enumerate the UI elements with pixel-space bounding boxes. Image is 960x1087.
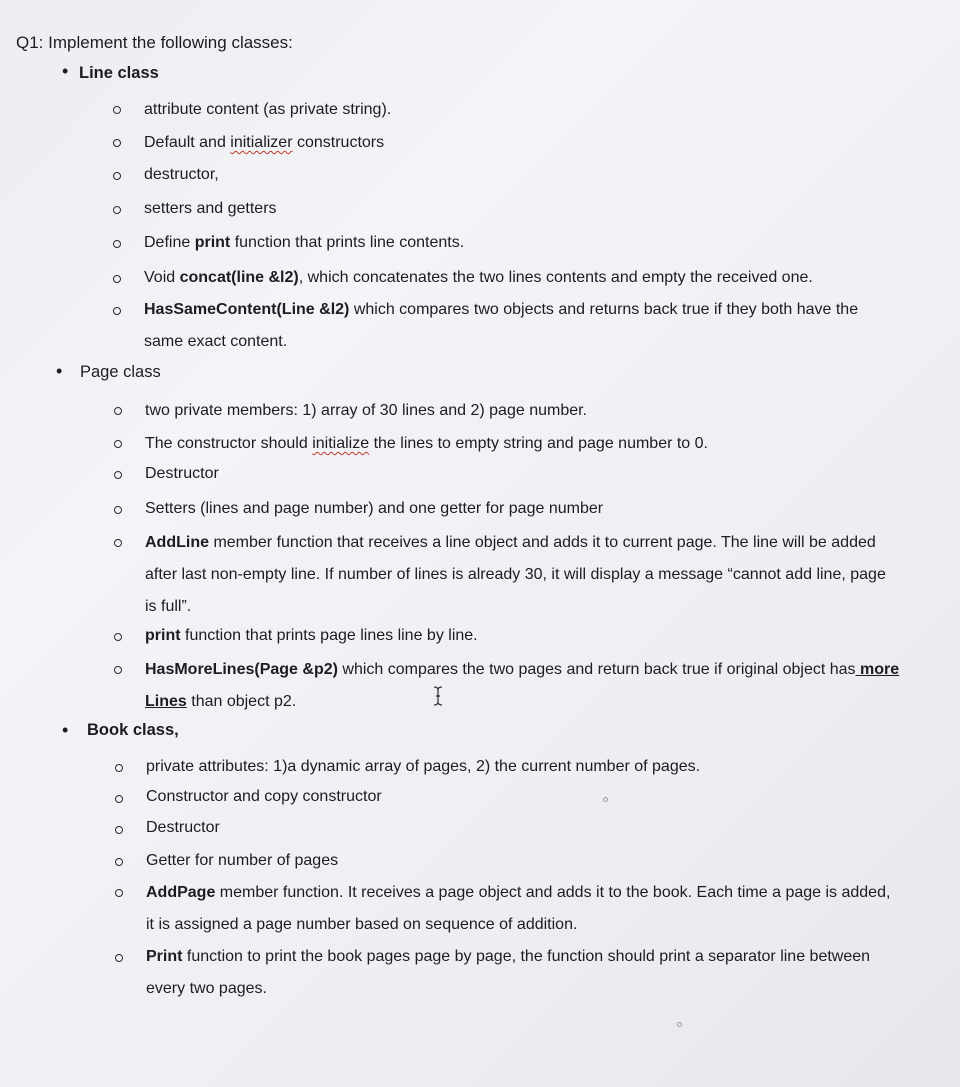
item-text: private attributes: 1)a dynamic array of pages, 2) the current number of pages. (146, 758, 701, 775)
item-text: the lines to empty string and page number to 0. (369, 435, 708, 452)
circle-bullet-icon (113, 275, 121, 283)
question-title: Q1: Implement the following classes: (16, 33, 293, 52)
item-keyword: Print (146, 948, 183, 965)
item-text: member function. It receives a page object and adds it to the book. Each time a page is added, it is assigned a page number based on sequence of addition. (146, 884, 891, 933)
item-text: , which concatenates the two lines contents and empty the received one. (298, 269, 813, 286)
circle-bullet-icon (114, 471, 122, 479)
item-text: function that prints page lines line by line. (180, 627, 478, 644)
underlined-text: more Lines (145, 661, 900, 710)
item-text: setters and getters (144, 200, 277, 217)
stray-dot (603, 797, 608, 802)
circle-bullet-icon (114, 506, 122, 514)
item-keyword: AddLine (145, 534, 209, 551)
section-bullet: • (56, 361, 63, 381)
item-text: Setters (lines and page number) and one getter for page number (145, 500, 604, 517)
circle-bullet-icon (113, 307, 121, 315)
circle-bullet-icon (115, 954, 123, 962)
item-text: Define (144, 234, 195, 251)
misspelled-word: initializer (230, 134, 293, 151)
circle-bullet-icon (113, 206, 121, 214)
item-text: Void (144, 269, 180, 286)
item-keyword: HasMoreLines(Page &p2) (145, 661, 338, 678)
item-text: The constructor should (145, 435, 313, 452)
item-keyword: HasSameContent(Line &l2) (144, 301, 350, 318)
circle-bullet-icon (113, 139, 121, 147)
section-bullet: • (62, 720, 69, 740)
item-text: constructors (292, 134, 385, 151)
circle-bullet-icon (113, 106, 121, 114)
section-title-page-class: Page class (80, 363, 161, 381)
item-text: two private members: 1) array of 30 lines and 2) page number. (145, 402, 587, 419)
circle-bullet-icon (114, 633, 122, 641)
item-keyword: print (194, 234, 231, 251)
misspelled-word: initialize (312, 435, 370, 452)
circle-bullet-icon (114, 407, 122, 415)
item-text: function that prints line contents. (230, 234, 465, 251)
section-bullet: • (62, 61, 69, 81)
section-title-line-class: Line class (79, 64, 159, 82)
item-keyword: print (145, 627, 181, 644)
item-text: attribute content (as private string). (144, 101, 392, 118)
circle-bullet-icon (113, 240, 121, 248)
circle-bullet-icon (114, 539, 122, 547)
item-text: Getter for number of pages (146, 852, 339, 869)
circle-bullet-icon (115, 826, 123, 834)
item-text: Destructor (146, 819, 220, 836)
item-text: than object p2. (186, 693, 297, 710)
item-text: Default and (144, 134, 231, 151)
item-text: Destructor (145, 465, 219, 482)
item-text: Constructor and copy constructor (146, 788, 382, 805)
item-keyword: AddPage (146, 884, 216, 901)
circle-bullet-icon (115, 764, 123, 772)
circle-bullet-icon (114, 666, 122, 674)
text-cursor-icon (432, 686, 444, 706)
item-text: which compares two objects and returns back true if they both have the same exact content. (144, 301, 859, 350)
item-text: function to print the book pages page by page, the function should print a separator line between every two pages. (146, 948, 871, 997)
stray-dot (677, 1022, 682, 1027)
item-keyword: concat(line &l2) (179, 269, 299, 286)
circle-bullet-icon (114, 440, 122, 448)
section-title-book-class: Book class, (87, 721, 179, 739)
item-text: member function that receives a line object and adds it to current page. The line will be added after last non-empty line. If number of lines is already 30, it will display a message “cannot add line, page is full”. (145, 534, 886, 615)
circle-bullet-icon (113, 172, 121, 180)
circle-bullet-icon (115, 795, 123, 803)
item-text: which compares the two pages and return back true if original object has (337, 661, 856, 678)
circle-bullet-icon (115, 889, 123, 897)
item-text: destructor, (144, 166, 219, 183)
circle-bullet-icon (115, 858, 123, 866)
